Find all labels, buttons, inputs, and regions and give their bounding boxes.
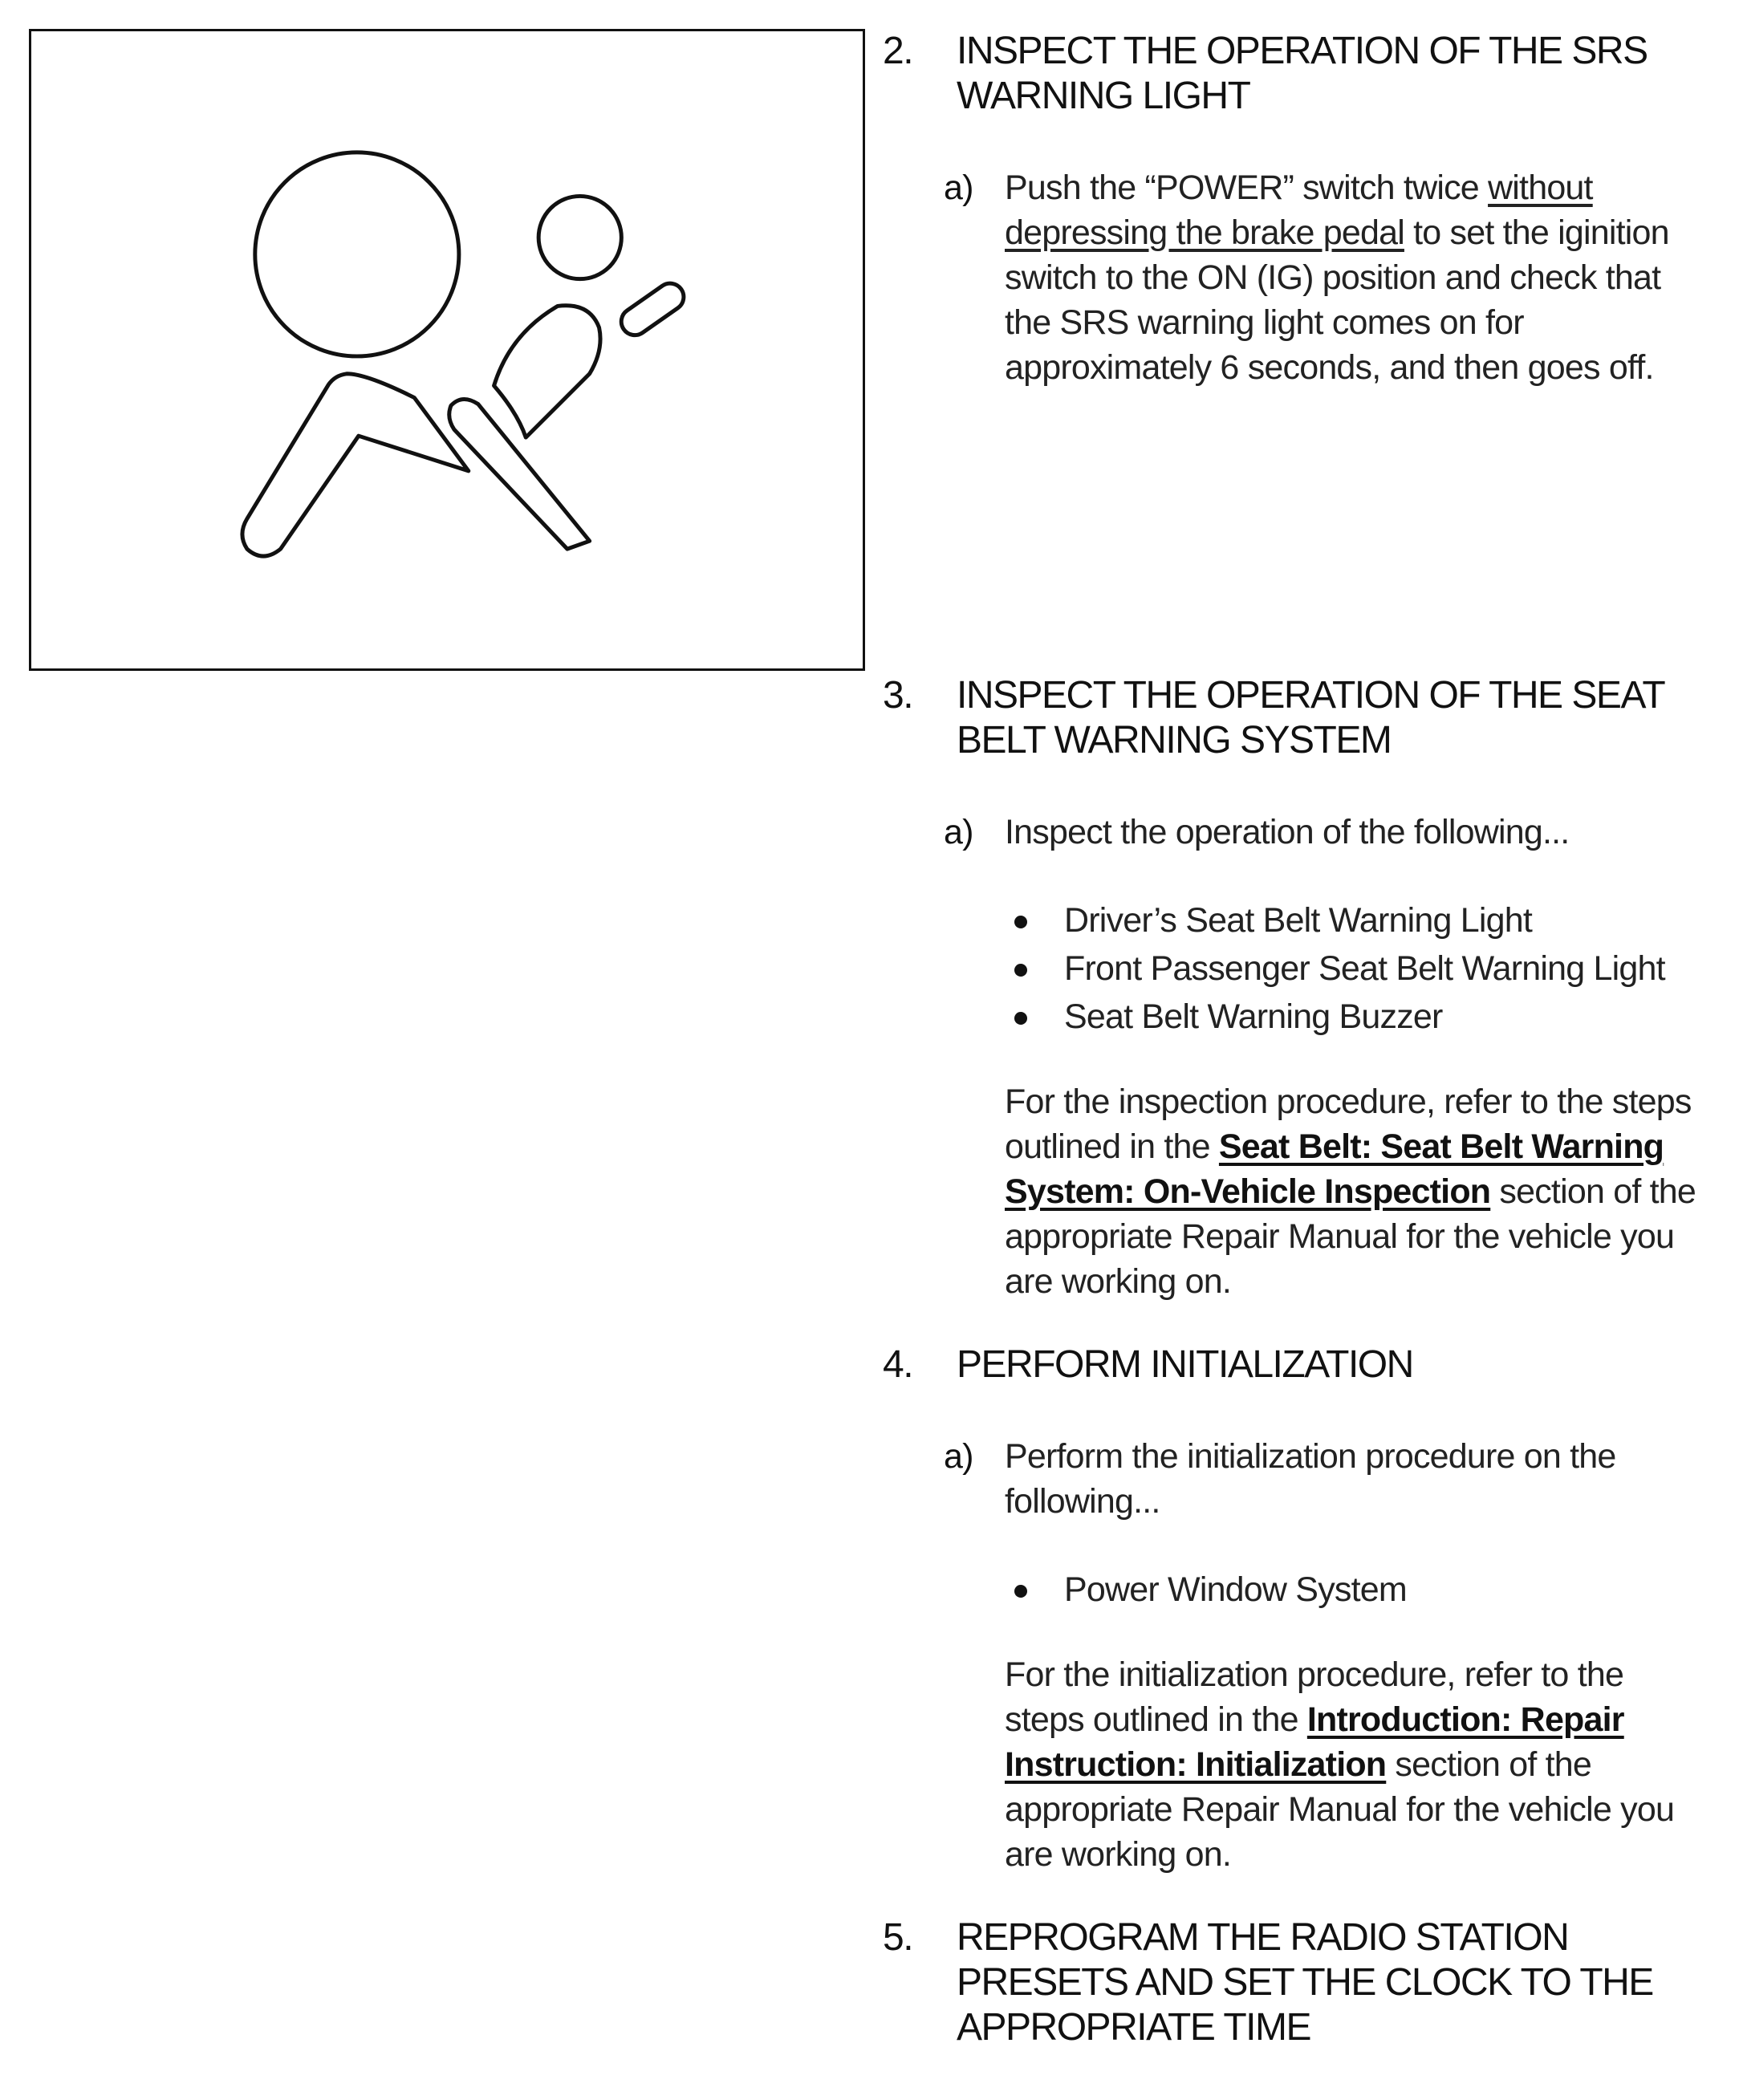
note-before: For the initialization procedure, refer to the steps outlined in the (1005, 1655, 1624, 1739)
step-number: 5. (883, 1916, 913, 1959)
substep-text: Perform the initialization procedure on the following... (1005, 1437, 1616, 1521)
step-number: 4. (883, 1343, 913, 1386)
step-title: INSPECT THE OPERATION OF THE SRS WARNING LIGHT (957, 30, 1648, 117)
reference-note (1005, 1652, 1711, 1877)
repair-manual-link[interactable]: Seat Belt: Seat Belt Warning System: On-Vehicle Inspection (1005, 1127, 1664, 1211)
list-item: Power Window System (1064, 1566, 1709, 1614)
text-before: Push the “POWER” switch twice (1005, 169, 1489, 207)
substep-a (883, 1434, 1709, 1524)
bullet-list (883, 896, 1709, 1041)
bullet-list (883, 1566, 1709, 1614)
arm-shape (242, 374, 469, 556)
step-title: PERFORM INITIALIZATION (957, 1343, 1413, 1386)
head-circle (538, 196, 621, 278)
hand-capsule (616, 278, 689, 341)
substep-text (1005, 165, 1711, 390)
srs-airbag-warning-icon (31, 31, 863, 668)
substep-letter: a) (944, 1437, 973, 1476)
substep-a (883, 165, 1709, 390)
substep-a (883, 810, 1709, 855)
underlined-text: without depressing the brake pedal (1005, 169, 1593, 252)
step-3 (883, 673, 1709, 1304)
text-after: to set the iginition switch to the ON (IG) position and check that the SRS warning light comes on for approximately 6 seconds, and then goes off. (1005, 213, 1669, 387)
note-before: For the inspection procedure, refer to the steps outlined in the (1005, 1082, 1692, 1166)
note-after: section of the appropriate Repair Manual for the vehicle you are working on. (1005, 1745, 1675, 1874)
list-item: Seat Belt Warning Buzzer (1064, 993, 1709, 1041)
substep-letter: a) (944, 813, 973, 851)
repair-manual-link[interactable]: Introduction: Repair Instruction: Initialization (1005, 1700, 1624, 1784)
substep-text: Inspect the operation of the following... (1005, 813, 1570, 851)
step-title: REPROGRAM THE RADIO STATION PRESETS AND SET THE CLOCK TO THE APPROPRIATE TIME (957, 1916, 1653, 2049)
step-number: 3. (883, 674, 913, 717)
instructions-content (883, 24, 1709, 2050)
airbag-circle (255, 152, 459, 356)
substep-letter: a) (944, 169, 973, 207)
step-2 (883, 29, 1709, 390)
step-5 (883, 1915, 1709, 2050)
reference-note (1005, 1079, 1711, 1304)
note-after: section of the appropriate Repair Manual for the vehicle you are working on. (1005, 1172, 1696, 1301)
list-item: Driver’s Seat Belt Warning Light (1064, 896, 1709, 944)
step-title: INSPECT THE OPERATION OF THE SEAT BELT WARNING SYSTEM (957, 674, 1664, 762)
figure-box (29, 29, 865, 671)
torso-shape (494, 306, 600, 437)
step-number: 2. (883, 30, 913, 72)
step-4 (883, 1342, 1709, 1877)
list-item: Front Passenger Seat Belt Warning Light (1064, 944, 1709, 993)
